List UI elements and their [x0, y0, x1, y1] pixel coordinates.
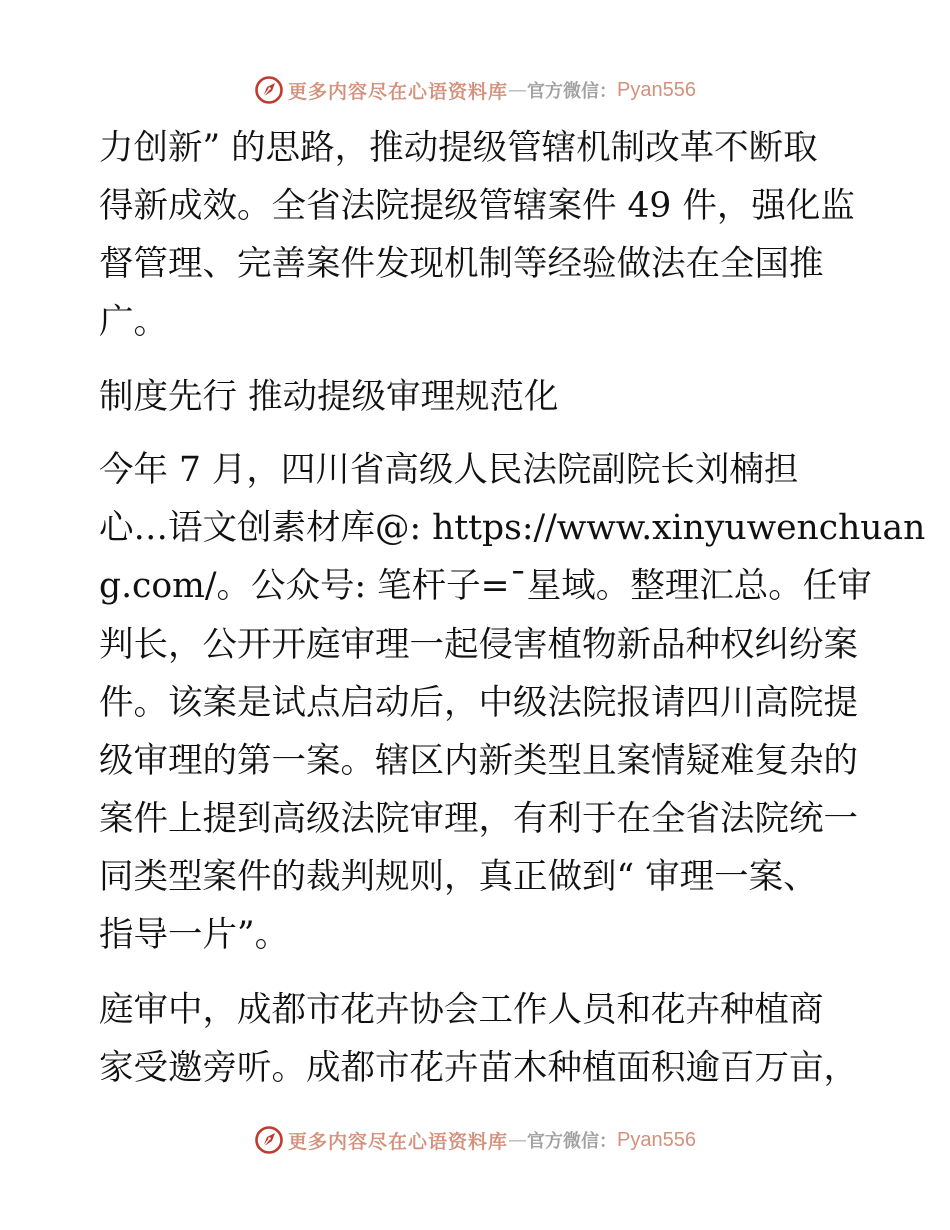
watermark-text: 更多内容尽在心语资料库 — [288, 1130, 509, 1153]
watermark-handle: Pyan556 — [617, 78, 696, 101]
watermark-wechat-label: 官方微信： — [527, 1131, 618, 1152]
text-line: 督管理、完善案件发现机制等经验做法在全国推 — [99, 244, 824, 284]
text-line: 同类型案件的裁判规则，真正做到“ 审理一案、 — [99, 857, 818, 897]
pen-nib-icon — [254, 1125, 284, 1155]
text-line: 指导一片”。 — [99, 915, 290, 955]
text-line: 心…语文创素材库@: https://www.xinyuwenchuan — [99, 508, 926, 548]
text-line: 庭审中，成都市花卉协会工作人员和花卉种植商 — [99, 990, 824, 1030]
text-line: 广。 — [99, 302, 168, 342]
text-line: 件。该案是试点启动后，中级法院报请四川高院提 — [99, 683, 858, 723]
text-line: 得新成效。全省法院提级管辖案件 49 件，强化监 — [99, 186, 855, 226]
text-line: 判长，公开开庭审理一起侵害植物新品种权纠纷案 — [99, 625, 858, 665]
watermark-footer — [0, 1120, 950, 1160]
text-line: 力创新” 的思路，推动提级管辖机制改革不断取 — [99, 128, 818, 168]
watermark-handle: Pyan556 — [617, 1128, 696, 1151]
text-line: 案件上提到高级法院审理，有利于在全省法院统一 — [99, 799, 858, 839]
section-heading: 制度先行 推动提级审理规范化 — [99, 377, 559, 417]
watermark-separator: — — [508, 79, 528, 101]
text-line: 级审理的第一案。辖区内新类型且案情疑难复杂的 — [99, 741, 858, 781]
watermark-text: 更多内容尽在心语资料库 — [288, 80, 509, 103]
watermark-wechat-label: 官方微信： — [527, 81, 618, 102]
pen-nib-icon — [254, 75, 284, 105]
watermark-separator: — — [508, 1129, 528, 1151]
text-line: g.com/。公众号: 笔杆子=¯星域。整理汇总。任审 — [99, 566, 872, 606]
text-line: 今年 7 月，四川省高级人民法院副院长刘楠担 — [99, 450, 799, 490]
text-line: 家受邀旁听。成都市花卉苗木种植面积逾百万亩， — [99, 1048, 858, 1088]
watermark-header — [0, 70, 950, 110]
